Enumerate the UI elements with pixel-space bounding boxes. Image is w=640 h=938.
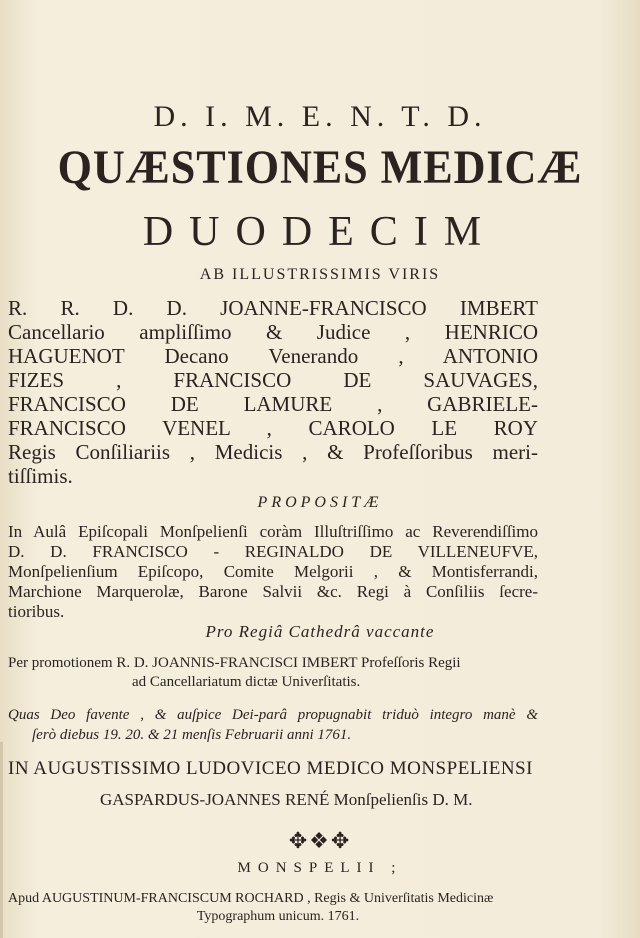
author-line: GASPARDUS-JOANNES RENÉ Monſpelienſis D. M. (100, 790, 473, 809)
propositae-line: In Aulâ Epiſcopali Monſpelienſi coràm Illuſtriſſimo ac Reverendiſſimo (8, 522, 538, 541)
subtitle: DUODECIM (142, 209, 498, 255)
propositae-paragraph (8, 522, 538, 622)
main-title: QUÆSTIONES MEDICÆ (57, 141, 583, 194)
imprint-printer (8, 890, 548, 926)
printers-ornament-icon: ✥❖✥ (288, 828, 352, 853)
propositae-heading: PROPOSITÆ (257, 494, 383, 511)
propositae-line: Marchione Marquerolæ, Barone Salvii &c. Regi à Conſiliis ſecre- (8, 582, 538, 601)
dedication-names (8, 296, 538, 488)
promotion-paragraph (8, 654, 538, 692)
dedication-line: FRANCISCO VENEL , CAROLO LE ROY (8, 416, 538, 440)
dedication-line: Regis Conſiliariis , Medicis , & Profeſſoribus meri- (8, 440, 538, 464)
imprint-line: Apud AUGUSTINUM-FRANCISCUM ROCHARD , Regis & Univerſitatis Medicinæ (8, 891, 494, 906)
imprint-line: Typographum unicum. 1761. (196, 909, 360, 924)
dedication-intro: AB ILLUSTRISSIMIS VIRIS (199, 266, 441, 283)
propositae-line: Monſpelienſium Epiſcopo, Comite Melgorii , & Montisferrandi, (8, 562, 538, 581)
promotion-line: Per promotionem R. D. JOANNIS-FRANCISCI IMBERT Profeſſoris Regii (8, 655, 461, 671)
dedication-line: HAGUENOT Decano Venerando , ANTONIO (8, 344, 538, 368)
promotion-line: ad Cancellariatum dictæ Univerſitatis. (132, 674, 361, 690)
imprint-place: MONSPELII ; (237, 860, 403, 876)
institution-line: IN AUGUSTISSIMO LUDOVICEO MEDICO MONSPELIENSI (8, 758, 533, 779)
defense-line: ſerò diebus 19. 20. & 21 menſis Februarii anni 1761. (32, 727, 352, 743)
dedication-line: Cancellario ampliſſimo & Judice , HENRICO (8, 320, 538, 344)
dedication-line: FIZES , FRANCISCO DE SAUVAGES, (8, 368, 538, 392)
dedication-line: tiſſimis. (8, 464, 73, 488)
propositae-line: tioribus. (8, 602, 65, 621)
defense-paragraph (8, 705, 538, 745)
cathedra-line: Pro Regiâ Cathedrâ vaccante (205, 622, 435, 641)
propositae-line: D. D. FRANCISCO - REGINALDO DE VILLENEUFVE, (8, 542, 538, 561)
initials-line: D. I. M. E. N. T. D. (153, 100, 487, 133)
dedication-line: R. R. D. D. JOANNE-FRANCISCO IMBERT (8, 296, 538, 320)
defense-line: Quas Deo favente , & auſpice Dei-parâ propugnabit triduò integro manè & (8, 707, 538, 723)
dedication-line: FRANCISCO DE LAMURE , GABRIELE- (8, 392, 538, 416)
